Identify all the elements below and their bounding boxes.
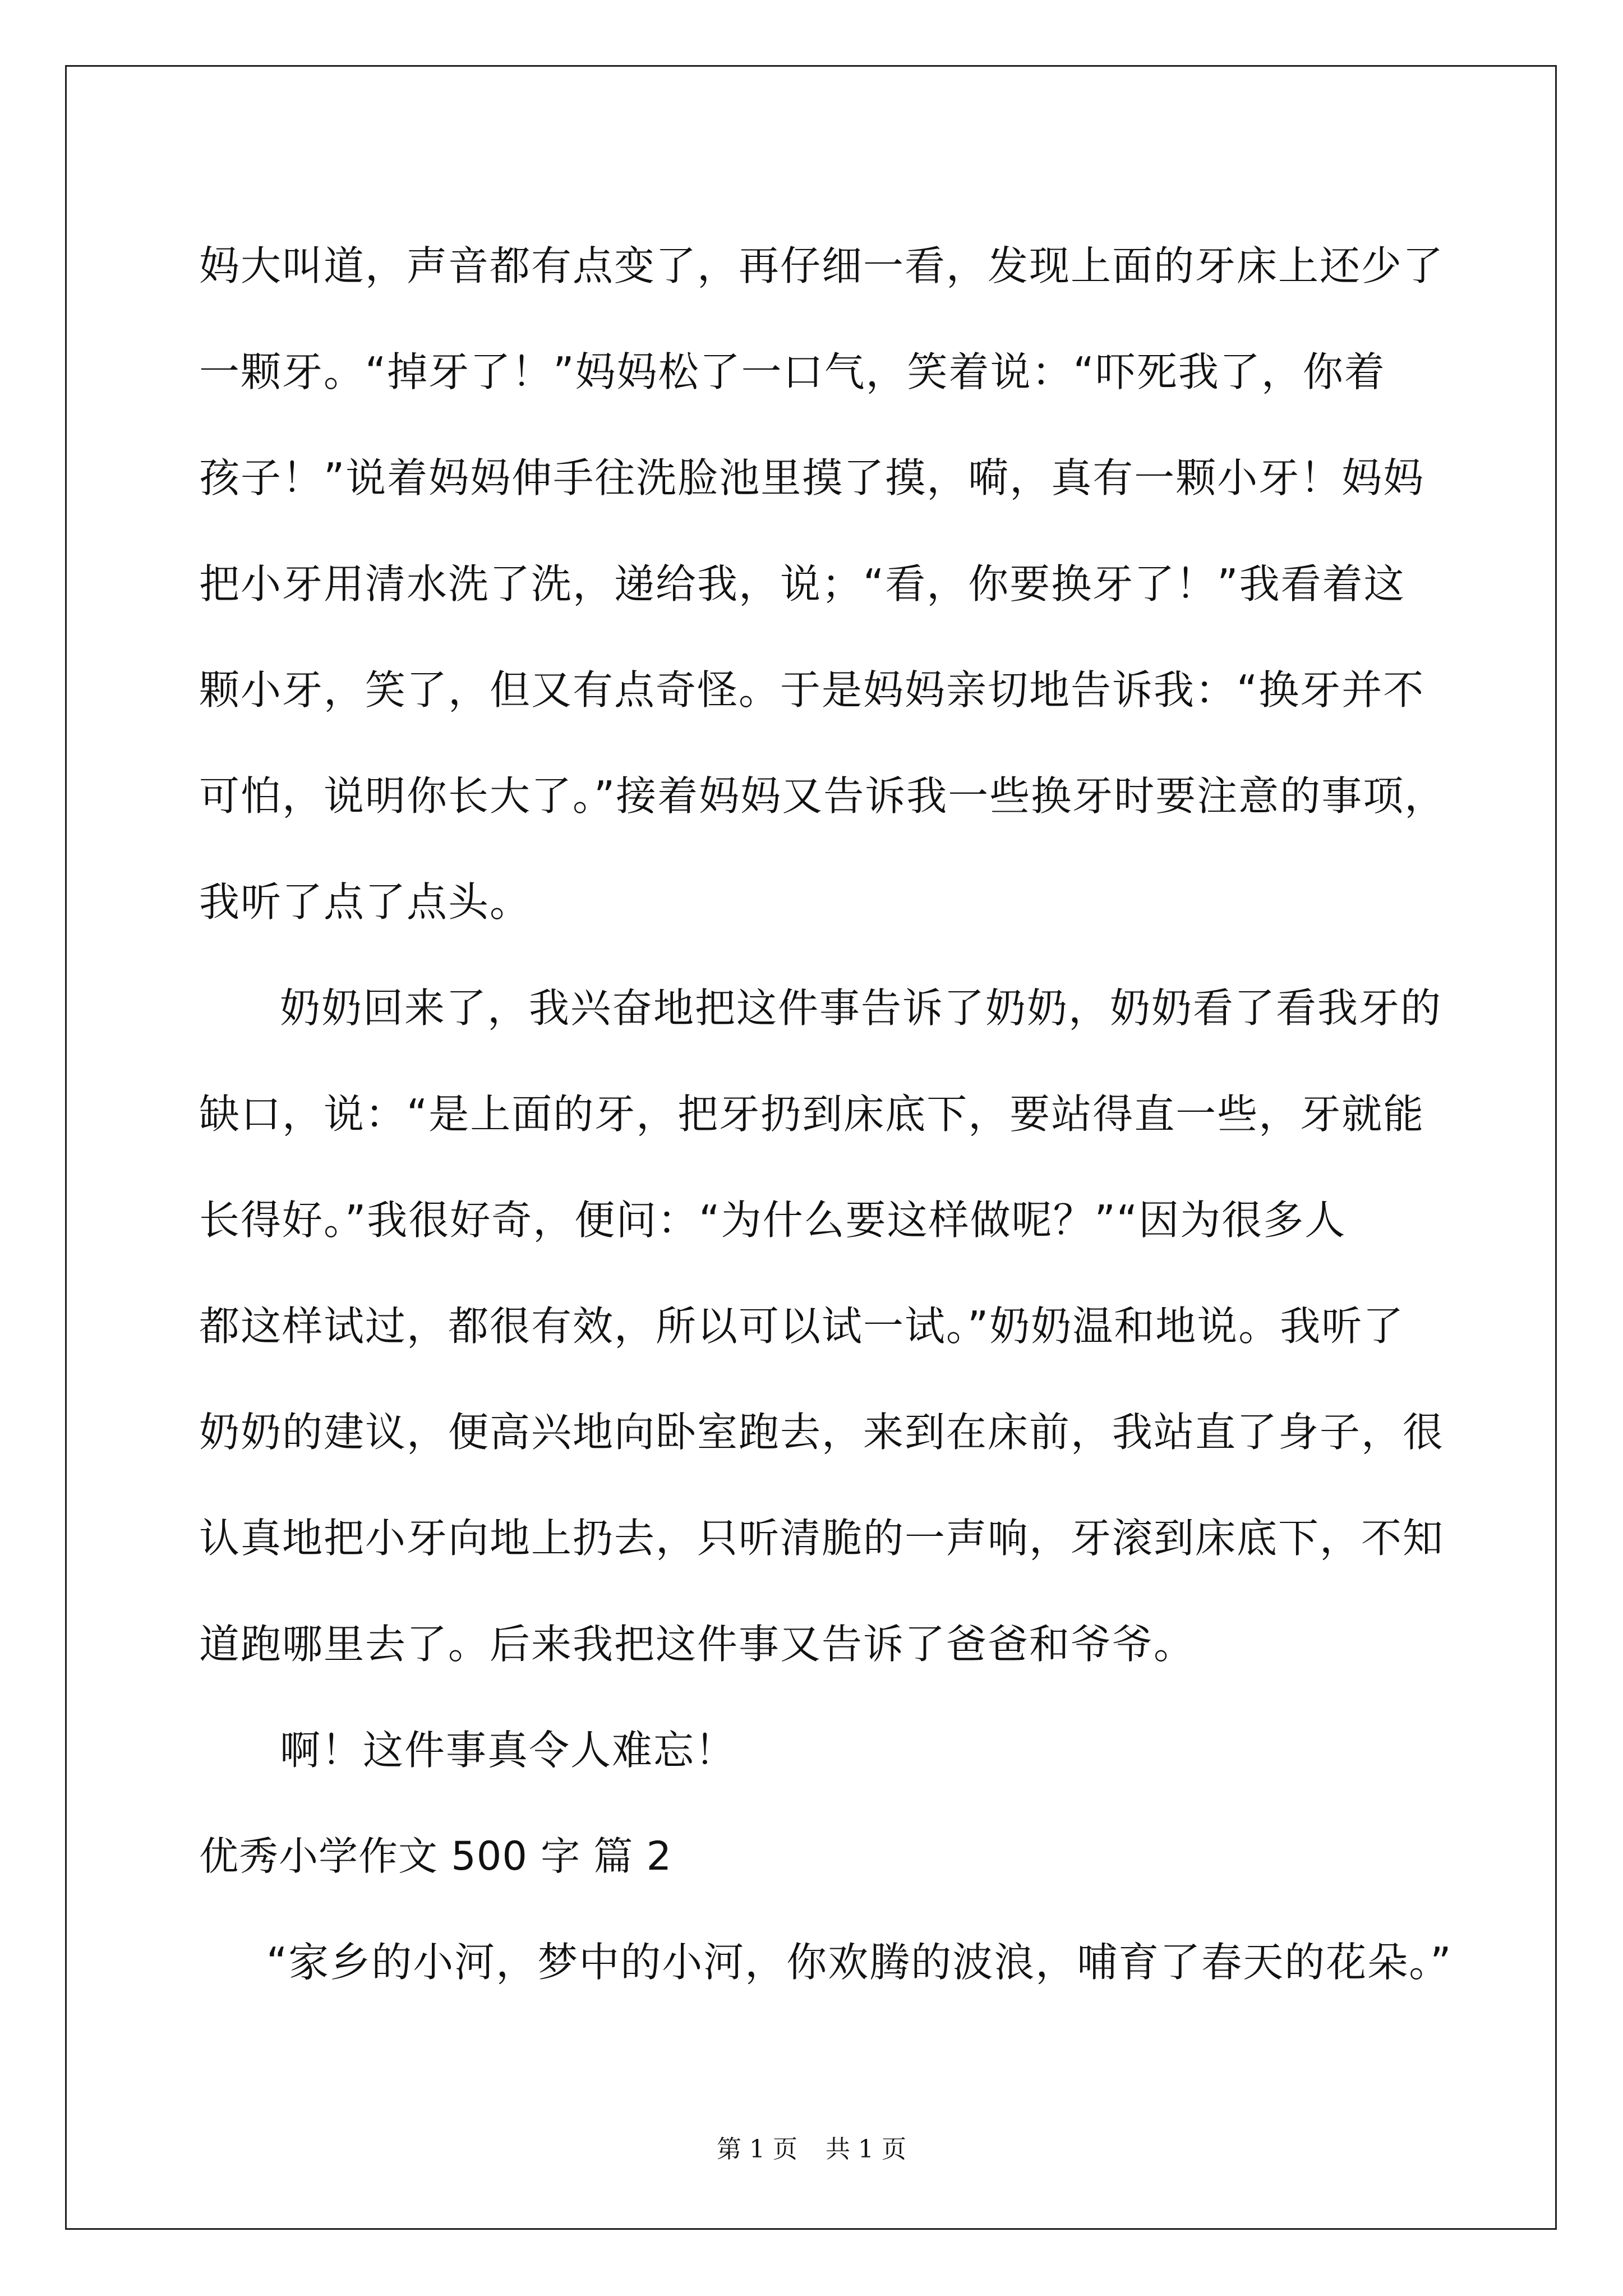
text-line: 都这样试过，都很有效，所以可以试一试。”奶奶温和地说。我听了 xyxy=(199,1303,1405,1350)
paragraph-start-line: 啊！这件事真令人难忘！ xyxy=(280,1727,737,1774)
text-line: 长得好。”我很好奇，便问：“为什么要这样做呢？”“因为很多人 xyxy=(199,1197,1347,1244)
page-number: 第 1 页 xyxy=(717,2135,797,2164)
quote-line: “家乡的小河，梦中的小河，你欢腾的波浪，哺育了春天的花朵。” xyxy=(266,1939,1453,1986)
text-line: 道跑哪里去了。后来我把这件事又告诉了爸爸和爷爷。 xyxy=(199,1621,1196,1668)
text-line: 认真地把小牙向地上扔去，只听清脆的一声响，牙滚到床底下，不知 xyxy=(199,1515,1445,1562)
page-footer xyxy=(0,2129,1623,2165)
text-line: 奶奶的建议，便高兴地向卧室跑去，来到在床前，我站直了身子，很 xyxy=(199,1409,1445,1456)
paragraph-start-line: 奶奶回来了，我兴奋地把这件事告诉了奶奶，奶奶看了看我牙的 xyxy=(280,984,1442,1032)
text-line: 一颗牙。“掉牙了！”妈妈松了一口气，笑着说：“吓死我了，你着 xyxy=(199,348,1386,395)
text-line: 把小牙用清水洗了洗，递给我，说；“看，你要换牙了！”我看着这 xyxy=(199,560,1405,608)
section-heading: 优秀小学作文 500 字 篇 2 xyxy=(199,1833,672,1879)
page-total: 共 1 页 xyxy=(826,2135,906,2164)
text-line: 我听了点了点头。 xyxy=(199,878,532,926)
text-line: 颗小牙，笑了，但又有点奇怪。于是妈妈亲切地告诉我：“换牙并不 xyxy=(199,666,1425,714)
document-body xyxy=(199,213,1453,2016)
text-line: 孩子！”说着妈妈伸手往洗脸池里摸了摸，嗬，真有一颗小牙！妈妈 xyxy=(199,454,1425,501)
text-line: 可怕，说明你长大了。”接着妈妈又告诉我一些换牙时要注意的事项， xyxy=(199,772,1446,820)
text-line: 妈大叫道，声音都有点变了，再仔细一看，发现上面的牙床上还少了 xyxy=(199,242,1445,289)
text-line: 缺口，说：“是上面的牙，把牙扔到床底下，要站得直一些，牙就能 xyxy=(199,1091,1425,1138)
